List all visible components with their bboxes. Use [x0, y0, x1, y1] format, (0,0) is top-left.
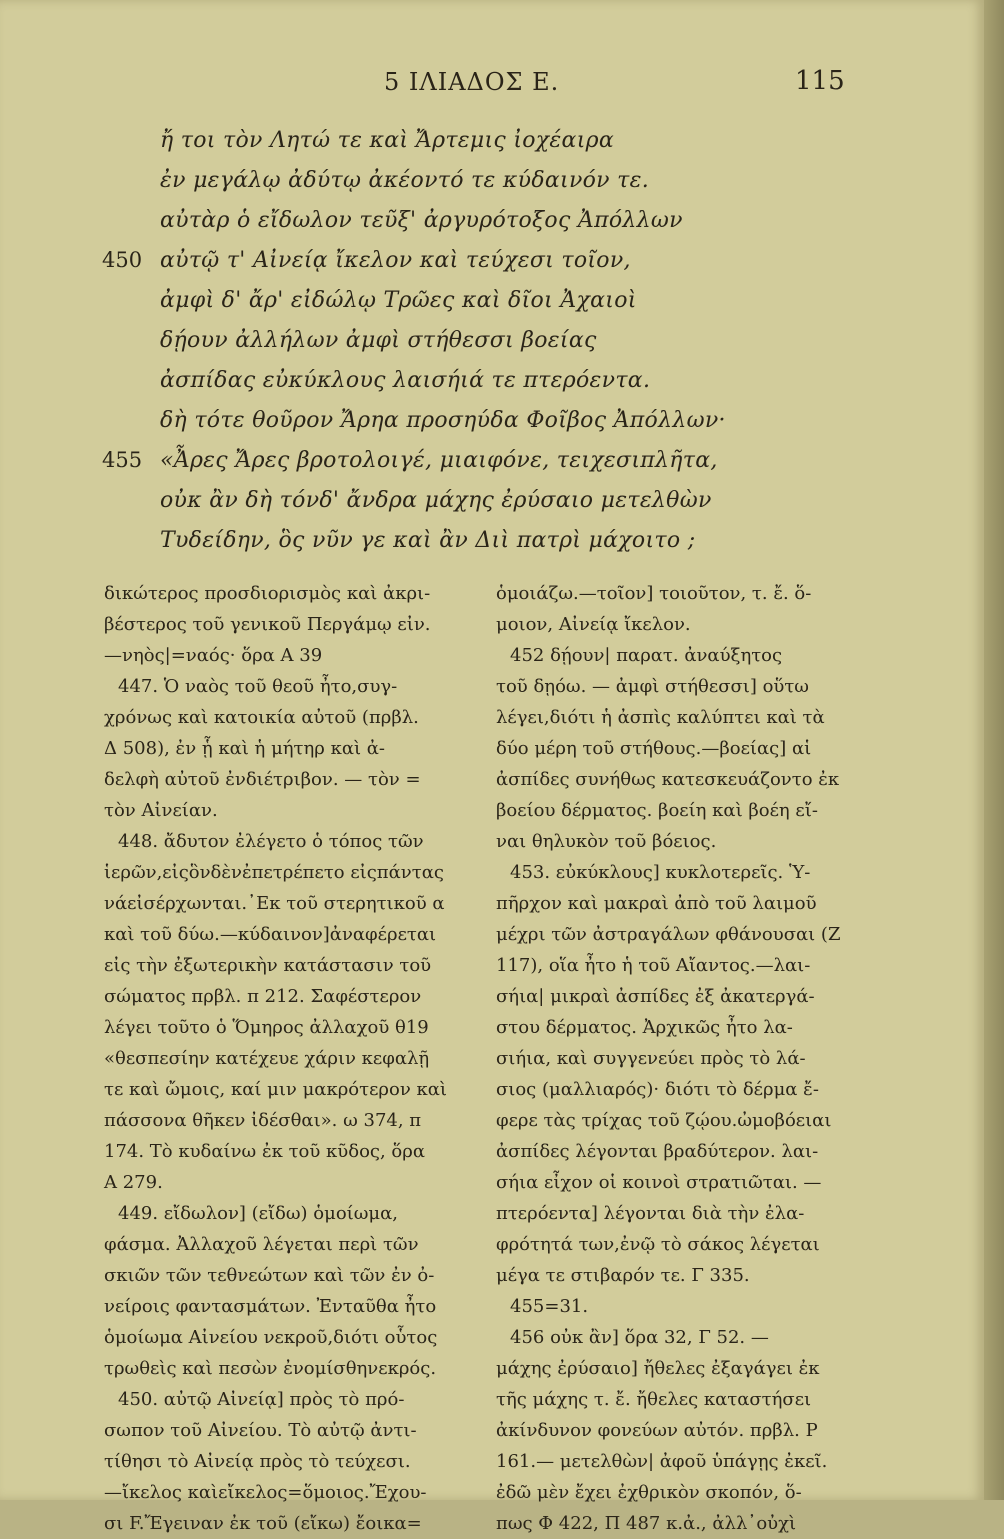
commentary-line: τίθησι τὸ Αἰνείᾳ πρὸς τὸ τεύχεσι. — [104, 1451, 411, 1472]
verse-line: ἀσπίδας εὐκύκλους λαισήιά τε πτερόεντα. — [160, 368, 651, 393]
commentary-line: σήια εἶχον οἱ κοινοὶ στρατιῶται. — — [496, 1172, 822, 1193]
commentary-line: ναι θηλυκὸν τοῦ βόειος. — [496, 831, 717, 852]
commentary-line: ὁμοιάζω.—τοῖον] τοιοῦτον, τ. ἔ. ὅ- — [496, 583, 812, 604]
commentary-line: 174. Τὸ κυδαίνω ἐκ τοῦ κῦδος, ὅρα — [104, 1141, 426, 1162]
commentary-line: στου δέρματος. Ἀρχικῶς ἦτο λα- — [496, 1017, 793, 1038]
commentary-line: μέγα τε στιβαρόν τε. Γ 335. — [496, 1265, 750, 1286]
commentary-line: σκιῶν τῶν τεθνεώτων καὶ τῶν ἐν ὀ- — [104, 1265, 435, 1286]
commentary-line: 453. εὐκύκλους] κυκλοτερεῖς. Ὑ- — [510, 862, 811, 883]
commentary-line: λέγει τοῦτο ὁ Ὅμηρος ἀλλαχοῦ θ19 — [104, 1017, 429, 1038]
commentary-line: μοιον, Αἰνείᾳ ἴκελον. — [496, 614, 691, 635]
commentary-line: Α 279. — [104, 1172, 163, 1193]
commentary-line: 117), οἵα ἦτο ἡ τοῦ Αἴαντος.—λαι- — [496, 955, 811, 976]
commentary-line: λέγει,διότι ἡ ἀσπὶς καλύπτει καὶ τὰ — [496, 707, 825, 728]
commentary-line: σωπον τοῦ Αἰνείου. Τὸ αὐτῷ ἀντι- — [104, 1420, 417, 1441]
commentary-line: χρόνως καὶ κατοικία αὐτοῦ (πρβλ. — [104, 707, 419, 728]
verse-line: αὐτὰρ ὁ εἴδωλον τεῦξ' ἀργυρότοξος Ἀπόλλων — [160, 208, 683, 233]
commentary-line: 452 δῄουν| παρατ. ἀναύξητος — [510, 645, 783, 666]
verse-number: 450 — [102, 248, 143, 272]
commentary-line: τε καὶ ὤμοις, καί μιν μακρότερον καὶ — [104, 1079, 447, 1100]
commentary-line: 448. ἄδυτον ἐλέγετο ὁ τόπος τῶν — [118, 831, 424, 852]
commentary-line: σιήια, καὶ συγγενεύει πρὸς τὸ λά- — [496, 1048, 806, 1069]
commentary-line: σιος (μαλλιαρός)· διότι τὸ δέρμα ἔ- — [496, 1079, 819, 1100]
commentary-line: τῆς μάχης τ. ἔ. ἤθελες καταστήσει — [496, 1389, 812, 1410]
commentary-line: πτερόεντα] λέγονται διὰ τὴν ἐλα- — [496, 1203, 805, 1224]
page-number: 115 — [795, 66, 845, 96]
commentary-line: τρωθεὶς καὶ πεσὼν ἐνομίσθηνεκρός. — [104, 1358, 437, 1379]
verse-line: «Ἆρες Ἄρες βροτολοιγέ, μιαιφόνε, τειχεσιπλῆτα, — [160, 448, 718, 473]
commentary-line: ἀκίνδυνον φονεύων αὐτόν. πρβλ. Ρ — [496, 1420, 818, 1441]
commentary-line: 450. αὐτῷ Αἰνείᾳ] πρὸς τὸ πρό- — [118, 1389, 405, 1410]
commentary-line: «θεσπεσίην κατέχευε χάριν κεφαλῇ — [104, 1048, 430, 1069]
verse-line: ἤ τοι τὸν Λητώ τε καὶ Ἄρτεμις ἰοχέαιρα — [160, 128, 615, 153]
commentary-line: σι F.Ἔγειναν ἐκ τοῦ (εἴκω) ἔοικα= — [104, 1513, 422, 1534]
commentary-line: φάσμα. Ἀλλαχοῦ λέγεται περὶ τῶν — [104, 1234, 419, 1255]
commentary-line: —ἴκελος καὶεἴκελος=ὅμοιος.Ἔχου- — [104, 1482, 427, 1503]
commentary-line: Δ 508), ἐν ᾗ καὶ ἡ μήτηρ καὶ ἀ- — [104, 738, 386, 759]
verse-line: Τυδείδην, ὃς νῦν γε καὶ ἂν Διὶ πατρὶ μάχοιτο ; — [160, 528, 696, 553]
verse-line: δῄουν ἀλλήλων ἀμφὶ στήθεσσι βοείας — [160, 328, 597, 353]
commentary-line: —νηὸς|=ναός· ὅρα Α 39 — [104, 645, 323, 666]
commentary-line: δικώτερος προσδιορισμὸς καὶ ἀκρι- — [104, 583, 431, 604]
commentary-line: 161.— μετελθὼν| ἀφοῦ ὑπάγῃς ἐκεῖ. — [496, 1451, 828, 1472]
commentary-line: σώματος πρβλ. π 212. Σαφέστερον — [104, 986, 422, 1007]
commentary-line: 456 οὐκ ἂν] ὅρα 32, Γ 52. — — [510, 1327, 769, 1348]
commentary-line: πῆρχον καὶ μακραὶ ἀπὸ τοῦ λαιμοῦ — [496, 893, 817, 914]
commentary-line: 449. εἴδωλον] (εἴδω) ὁμοίωμα, — [118, 1203, 398, 1224]
commentary-line: βέστερος τοῦ γενικοῦ Περγάμῳ εἰν. — [104, 614, 431, 635]
verse-line: ἀμφὶ δ' ἄρ' εἰδώλῳ Τρῶες καὶ δῖοι Ἀχαιοὶ — [160, 288, 637, 313]
verse-line: δὴ τότε θοῦρον Ἄρηα προσηύδα Φοῖβος Ἀπόλλων· — [160, 408, 726, 433]
commentary-line: σήια| μικραὶ ἀσπίδες ἐξ ἀκατεργά- — [496, 986, 815, 1007]
commentary-line: καὶ τοῦ δύω.—κύδαινον]ἀναφέρεται — [104, 924, 437, 945]
commentary-line: φερε τὰς τρίχας τοῦ ζῴου.ὠμοβόειαι — [496, 1110, 832, 1131]
commentary-line: δελφὴ αὐτοῦ ἐνδιέτριβον. — τὸν = — [104, 769, 421, 790]
commentary-line: τοῦ δῃόω. — ἀμφὶ στήθεσσι] οὕτω — [496, 676, 809, 697]
commentary-line: πως Φ 422, Π 487 κ.ἀ., ἀλλ᾿οὐχὶ — [496, 1513, 797, 1534]
commentary-line: φρότητά των,ἐνῷ τὸ σάκος λέγεται — [496, 1234, 820, 1255]
verse-line: οὐκ ἂν δὴ τόνδ' ἄνδρα μάχης ἐρύσαιο μετελθὼν — [160, 488, 712, 513]
verse-number: 455 — [102, 448, 143, 472]
commentary-line: τὸν Αἰνείαν. — [104, 800, 218, 821]
commentary-line: νάεἰσέρχωνται.᾿Εκ τοῦ στερητικοῦ α — [104, 893, 445, 914]
commentary-line: ἀσπίδες συνήθως κατεσκευάζοντο ἐκ — [496, 769, 840, 790]
verse-line: αὐτῷ τ' Αἰνείᾳ ἴκελον καὶ τεύχεσι τοῖον, — [160, 248, 631, 273]
commentary-line: μέχρι τῶν ἀστραγάλων φθάνουσαι (Ζ — [496, 924, 841, 945]
commentary-line: ἀσπίδες λέγονται βραδύτερον. λαι- — [496, 1141, 819, 1162]
commentary-right-column — [496, 578, 860, 1539]
commentary-line: μάχης ἐρύσαιο] ἤθελες ἐξαγάγει ἐκ — [496, 1358, 820, 1379]
commentary-line: νείροις φαντασμάτων. Ἐνταῦθα ἦτο — [104, 1296, 437, 1317]
commentary-line: ἱερῶν,εἰςὃνδὲνἐπετρέπετο εἰςπάντας — [104, 862, 444, 883]
running-header-title: 5 ΙΛΙΑΔΟΣ Ε. — [384, 68, 560, 96]
commentary-line: 455=31. — [510, 1296, 589, 1317]
commentary-line: ὁμοίωμα Αἰνείου νεκροῦ,διότι οὗτος — [104, 1327, 438, 1348]
commentary-line: 447. Ὁ ναὸς τοῦ θεοῦ ἦτο,συγ- — [118, 676, 398, 697]
verse-line: ἐν μεγάλῳ ἀδύτῳ ἀκέοντό τε κύδαινόν τε. — [160, 168, 650, 193]
commentary-line: βοείου δέρματος. βοείη καὶ βοέη εἴ- — [496, 800, 818, 821]
commentary-line: δύο μέρη τοῦ στήθους.—βοείας] αἱ — [496, 738, 812, 759]
commentary-line: εἰς τὴν ἐξωτερικὴν κατάστασιν τοῦ — [104, 955, 432, 976]
commentary-line: ἐδῶ μὲν ἔχει ἐχθρικὸν σκοπόν, ὅ- — [496, 1482, 802, 1503]
page-edge — [984, 0, 1004, 1500]
commentary-left-column — [104, 578, 470, 1539]
commentary-line: πάσσονα θῆκεν ἰδέσθαι». ω 374, π — [104, 1110, 422, 1131]
